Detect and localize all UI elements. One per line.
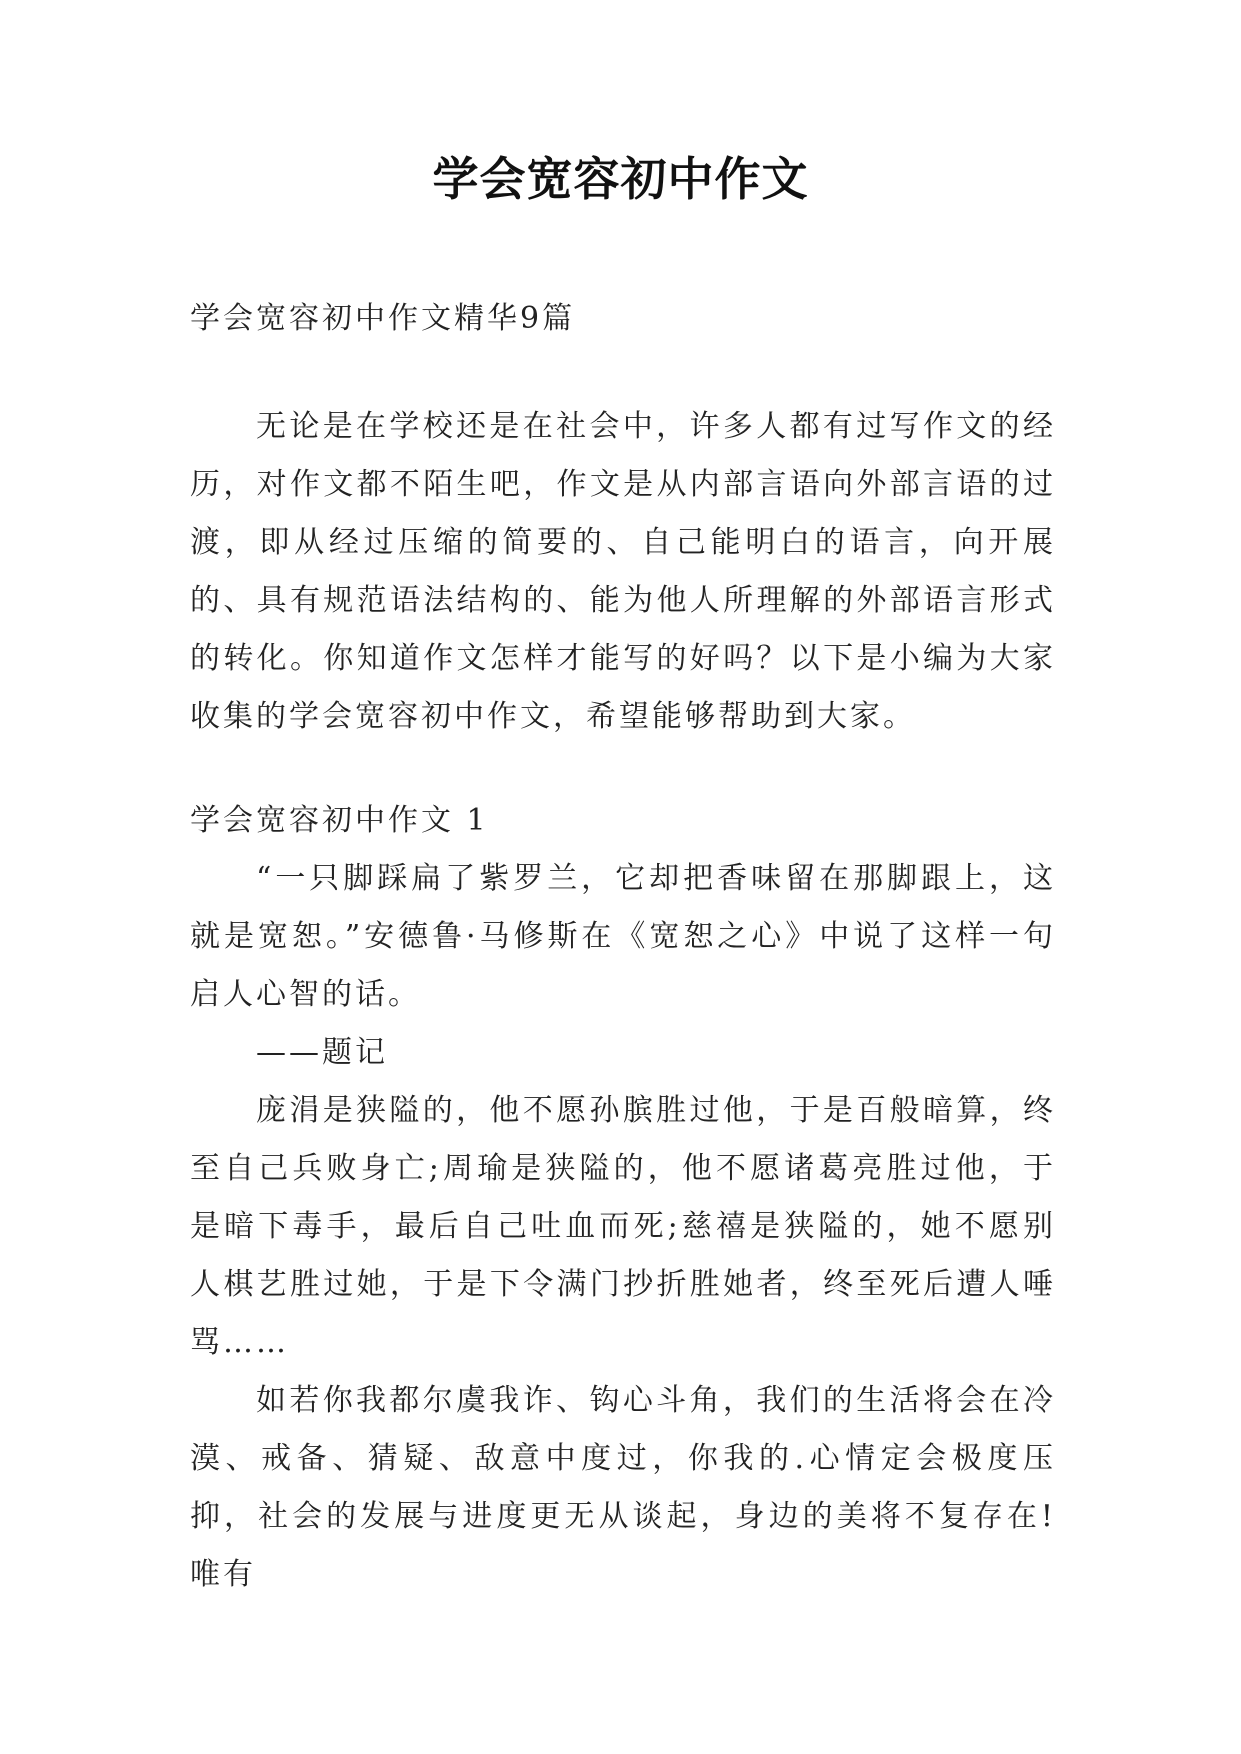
intro-paragraph: 无论是在学校还是在社会中，许多人都有过写作文的经历，对作文都不陌生吧，作文是从内部言语向外部言语的过渡，即从经过压缩的简要的、自己能明白的语言，向开展的、具有规范语法结构的、能为他人所理解的外部语言形式的转化。你知道作文怎样才能写的好吗？以下是小编为大家收集的学会宽容初中作文，希望能够帮助到大家。 bbox=[190, 409, 1056, 734]
body-paragraph: 庞涓是狭隘的，他不愿孙膑胜过他，于是百般暗算，终至自己兵败身亡;周瑜是狭隘的，他不愿诸葛亮胜过他，于是暗下毒手，最后自己吐血而死;慈禧是狭隘的，她不愿别人棋艺胜过她，于是下令满门抄折胜她者，终至死后遭人唾骂…… bbox=[190, 1093, 1056, 1360]
section-attribution: ——题记 bbox=[256, 1035, 388, 1070]
section-heading: 学会宽容初中作文 1 bbox=[190, 803, 489, 838]
document-subtitle: 学会宽容初中作文精华9篇 bbox=[190, 301, 576, 336]
document-title: 学会宽容初中作文 bbox=[432, 152, 809, 206]
section-quote: “一只脚踩扁了紫罗兰，它却把香味留在那脚跟上，这就是宽恕。”安德鲁·马修斯在《宽恕之心》中说了这样一句启人心智的话。 bbox=[190, 861, 1056, 1012]
document-body bbox=[190, 290, 1056, 1604]
body-paragraph: 如若你我都尔虞我诈、钩心斗角，我们的生活将会在冷漠、戒备、猜疑、敌意中度过，你我的.心情定会极度压抑，社会的发展与进度更无从谈起，身边的美将不复存在!唯有 bbox=[190, 1383, 1056, 1592]
